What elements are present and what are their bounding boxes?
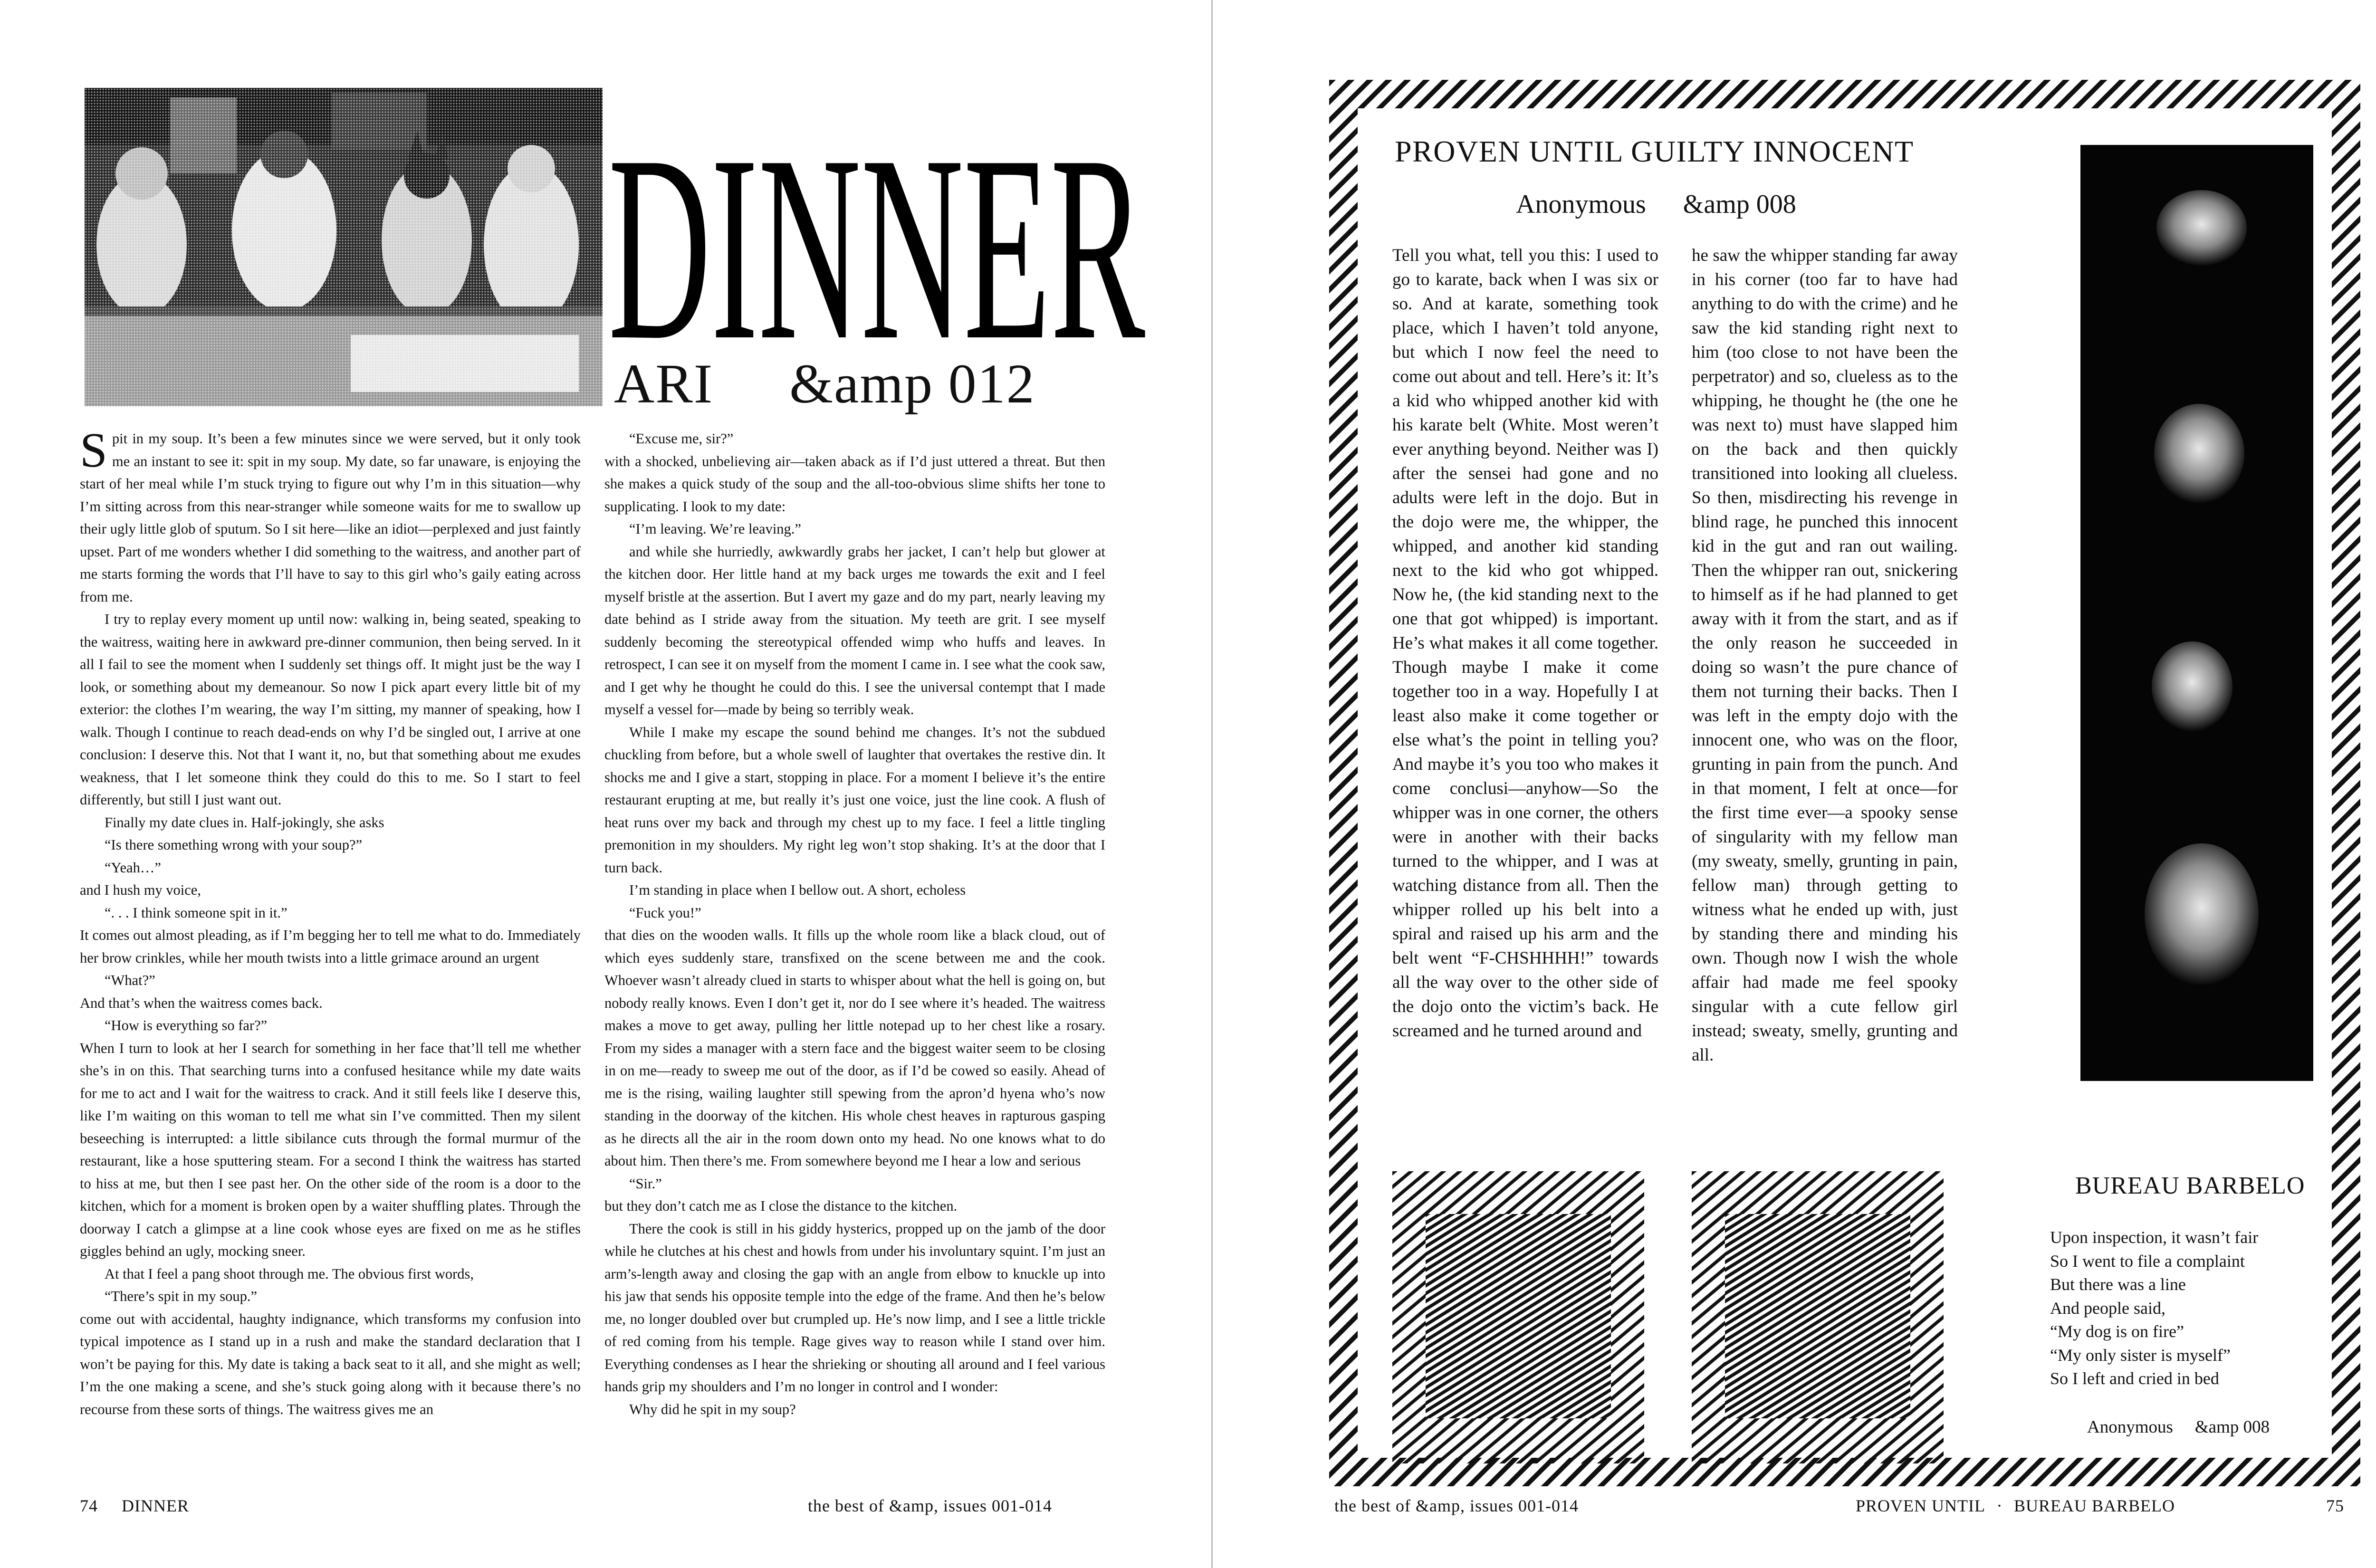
paragraph: that dies on the wooden walls. It fills up the whole room like a black cloud, out of which eyes suddenly stare, transfixed on the scene between me and the cook. Whoever wasn’t already clued in starts to whisper about what the hell is going on, but nobody really knows. Even I don’t get it, nor do I see where it’s headed. The waitress makes a move to get away, pulling her little notepad up to her chest like a rosary. From my sides a manager with a stern face and the biggest waiter seem to be closing in on me—ready to sweep me out of the door, as if I’d be cowed so easily. Ahead of me is the rising, wailing laughter still spewing from the apron’d hyena who’s now standing in the doorway of the kitchen. His whole chest heaves in rapturous gasping as he directs all the air in the room down onto my head. No one knows what to do about him. Then there’s me. From somewhere beyond me I hear a low and serious	[604, 927, 1105, 1169]
poem-line: And people said,	[2050, 1298, 2165, 1318]
page-number: 74	[80, 1496, 98, 1515]
story-author: Anonymous	[1516, 190, 1646, 219]
poem-line: “My dog is on fire”	[2050, 1322, 2184, 1341]
folio-separator: ·	[1996, 1496, 2003, 1515]
paragraph: with a shocked, unbelieving air—taken aback as if I’d just uttered a threat. But then she makes a quick study of the soup and the all-too-obvious slime shifts her tone to supplicating. I look to my date:	[604, 453, 1105, 515]
poem-line: Upon inspection, it wasn’t fair	[2050, 1228, 2259, 1247]
issue-label: &amp 012	[789, 353, 1035, 415]
kitchen-photo-graphic	[85, 88, 603, 406]
folio-section-2: BUREAU BARBELO	[2013, 1496, 2175, 1515]
paragraph: There the cook is still in his giddy hysterics, propped up on the jamb of the door while he clutches at his chest and howls from under his involuntary squint. I’m just an arm’s-length away and closing the gap with an angle from elbow to knuckle up into his jaw that sends his opposite temple into the edge of the frame. And then he’s below me, no longer doubled over but crumpled up. He’s now limp, and I see a little trickle of red coming from his temple. Rage gives way to reason while I stand over him. Everything condenses as I hear the shrieking or shouting all around and I feel various hands grip my shoulders and I’m no longer in control and I wonder:	[604, 1220, 1105, 1395]
paragraph: “What?”	[105, 972, 155, 988]
drop-cap: S	[80, 423, 107, 478]
paragraph: When I turn to look at her I search for something in her face that’ll tell me whether she’s in on this. That searching turns into a confused hesitance while my date waits for me to act and I wait for the waitress to crack. And it still feels like I deserve this, like I’m waiting on this woman to tell me what sin I’ve committed. Then my silent beseeching is interrupted: a little sibilance cuts through the formal murmur of the restaurant, like a hose sputtering steam. For a second I think the waitress has started to hiss at me, but then I see past her. On the other side of the room is a door to the kitchen, which for a moment is broken open by a waiter shuffling plates. Through the doorway I catch a glimpse at a line cook whose eyes are fixed on me as he stifles giggles behind an ugly, mocking sneer.	[80, 1040, 581, 1259]
story-title: PROVEN UNTIL GUILTY INNOCENT	[1395, 134, 1914, 168]
poem-line: So I left and cried in bed	[2050, 1369, 2219, 1388]
folio-running-right: the best of &amp, issues 001-014	[1334, 1496, 1579, 1515]
story-column-2: he saw the whipper standing far away in his corner (too far to have had anything to do with the crime) and he saw the kid standing right next to him (too close to not have been the perpetrator) and so, clueless as to the whipping, he thought he (the one he was next to) must have slapped him on the back and then quickly transitioned into looking all clueless. So then, misdirecting his revenge in blind rage, he punched this innocent kid in the gut and ran out wailing. Then the whipper ran out, snickering to himself as if he had planned to get away with it from the start, and as if the only reason he succeeded in doing so wasn’t the pure chance of them not turning their backs. Then I was left in the empty dojo with the innocent one, who was on the floor, grunting in pain from the punch. And in that moment, I felt at once—for the first time ever—a spooky sense of singularity with my fellow man (my sweaty, smelly, grunting in pain, fellow man) through getting to witness what he ended up with, just by standing there and minding his own. Though now I wish the whole affair had made me feel spooky singular with a cute fellow girl instead; sweaty, smelly, grunting and all.	[1692, 246, 1958, 1065]
story-issue: &amp 008	[1683, 190, 1796, 219]
paragraph: “Sir.”	[629, 1175, 662, 1192]
paragraph: I’m standing in place when I bellow out. A short, echoless	[629, 882, 966, 898]
paragraph: Why did he spit in my soup?	[629, 1401, 796, 1417]
article-column-2	[604, 428, 1105, 1421]
article-column-1	[80, 423, 581, 1421]
folio-running-left: the best of &amp, issues 001-014	[808, 1496, 1052, 1515]
poem-author: Anonymous	[2087, 1417, 2173, 1437]
kitchen-photo	[85, 88, 603, 406]
folio-left	[80, 1496, 189, 1516]
paragraph: “There’s spit in my soup.”	[105, 1288, 258, 1304]
paragraph: Finally my date clues in. Half-jokingly, she asks	[105, 814, 384, 831]
paragraph: pit in my soup. It’s been a few minutes since we were served, but it only took me an instant to see it: spit in my soup. My date, so far unaware, is enjoying the start of her meal while I’m stuck trying to figure out why I’m in this situation—why I’m sitting across from this near-stranger while someone waits for me to swallow up their ugly little glob of sputum. So I sit here—like an idiot—perplexed and just faintly upset. Part of me wonders whether I did something to the waitress, and another part of me starts forming the words that I’ll have to say to this girl who’s gaily eating across from me.	[80, 430, 581, 605]
article-column-1-body	[80, 423, 581, 1421]
poem-line: “My only sister is myself”	[2050, 1345, 2231, 1365]
article-byline	[614, 352, 1035, 416]
paragraph: At that I feel a pang shoot through me. The obvious first words,	[105, 1265, 474, 1282]
folio-right-sections	[1856, 1496, 2175, 1516]
paragraph: “Excuse me, sir?”	[629, 430, 734, 447]
paragraph: While I make my escape the sound behind me changes. It’s not the subdued chuckling from before, but a whole swell of laughter that overtakes the restive din. It shocks me and I give a start, stopping in place. For a moment I believe it’s the entire restaurant erupting at me, but really it’s just one voice, just the line cook. A flush of heat runs over my back and through my chest up to my face. I feel a little tingling premonition in my shoulders. My right leg won’t stop shaking. It’s at the door that I turn back.	[604, 724, 1105, 876]
article-column-2-body	[604, 428, 1105, 1421]
article-title	[608, 57, 1145, 361]
folio-section-1: PROVEN UNTIL	[1856, 1496, 1985, 1515]
paragraph: and I hush my voice,	[80, 882, 201, 898]
poem-title: BUREAU BARBELO	[2075, 1172, 2305, 1199]
story-byline	[1516, 189, 1796, 220]
hatch-graphic-right	[1692, 1171, 1944, 1463]
paragraph: “Fuck you!”	[629, 904, 701, 921]
paragraph: and while she hurriedly, awkwardly grabs her jacket, I can’t help but glower at the kitchen door. Her little hand at my back urges me towards the exit and I feel myself bristle at the assertion. But I avert my gaze and do my part, nearly leaving my date behind as I stride away from the situation. My teeth are grit. I see myself suddenly becoming the stereotypical offended wimp who huffs and leaves. In retrospect, I can see it on myself from the moment I came in. I see what the cook saw, and I get why he thought he could do this. I see the universal contempt that I made myself a vessel for—made by being so terribly weak.	[604, 543, 1105, 717]
poem-body	[2050, 1226, 2258, 1391]
paragraph: “I’m leaving. We’re leaving.”	[629, 521, 801, 537]
poem-line: So I went to file a complaint	[2050, 1251, 2245, 1271]
author-name: ARI	[614, 353, 714, 415]
page-number-right: 75	[2326, 1496, 2344, 1515]
paragraph: “. . . I think someone spit in it.”	[105, 904, 287, 921]
paragraph: It comes out almost pleading, as if I’m begging her to tell me what to do. Immediately her brow crinkles, while her mouth twists into a little grimace around an urgent	[80, 927, 581, 966]
poem-issue: &amp 008	[2194, 1417, 2270, 1437]
hatch-graphic-left	[1392, 1171, 1644, 1463]
paragraph: “Yeah…”	[105, 859, 161, 876]
faces-graphic	[2080, 145, 2313, 1081]
paragraph: “Is there something wrong with your soup?”	[105, 837, 363, 853]
poem-byline	[2087, 1417, 2270, 1437]
paragraph: come out with accidental, haughty indignance, which transforms my confusion into typical impotence as I stand up in a rush and make the standard declaration that I won’t be paying for this. My date is taking a back seat to it all, and she might as well; I’m the one making a scene, and she’s stuck going along with it because there’s no recourse from these sorts of things. The waitress gives me an	[80, 1310, 581, 1417]
folio-title: DINNER	[122, 1496, 189, 1515]
poem-line: But there was a line	[2050, 1275, 2186, 1294]
paragraph: but they don’t catch me as I close the distance to the kitchen.	[604, 1198, 958, 1214]
paragraph: I try to replay every moment up until now: walking in, being seated, speaking to the waitress, waiting here in awkward pre-dinner communion, then being served. In it all I fail to see the moment when I suddenly set things off. It might just be the way I look, or something about my demeanour. So now I pick apart every little bit of my exterior: the clothes I’m wearing, the way I’m sitting, my manner of speaking, how I walk. Though I continue to reach dead-ends on why I’d be singled out, I arrive at one conclusion: I deserve this. Not that I want it, no, but that something about me exudes weakness, that I let someone think they could do this to me. So I start to feel differently, but still I just want out.	[80, 611, 581, 808]
story-column-1: Tell you what, tell you this: I used to go to karate, back when I was six or so. And at karate, something took place, which I haven’t told anyone, but which I now feel the need to come out about and tell. Here’s it: It’s a kid who whipped another kid with his karate belt (White. Most weren’t ever anything beyond. Neither was I) after the sensei had gone and no adults were left in the dojo. But in the dojo were me, the whipper, the whipped, and another kid standing next to the kid who got whipped. Now he, (the kid standing next to the one that got whipped) is important. He’s what makes it all come together. Though maybe I make it come together too in a way. Hopefully I at least also make it come together or else what’s the point in telling you? And maybe it’s you too who makes it come conclusi—anyhow—So the whipper was in one corner, the others were in another with their backs turned to the whipper, and I was at watching distance from all. Then the whipper rolled up his belt into a spiral and raised up his arm and the belt went “F-CHSHHHH!” towards all the way over to the other side of the dojo onto the victim’s back. He screamed and he turned around and	[1392, 246, 1658, 1041]
paragraph: And that’s when the waitress comes back.	[80, 994, 323, 1011]
article-title-svg	[608, 57, 1145, 361]
paragraph: “How is everything so far?”	[105, 1017, 268, 1033]
article-title-text: DINNER	[608, 101, 1145, 361]
faces-image	[2080, 145, 2313, 1081]
